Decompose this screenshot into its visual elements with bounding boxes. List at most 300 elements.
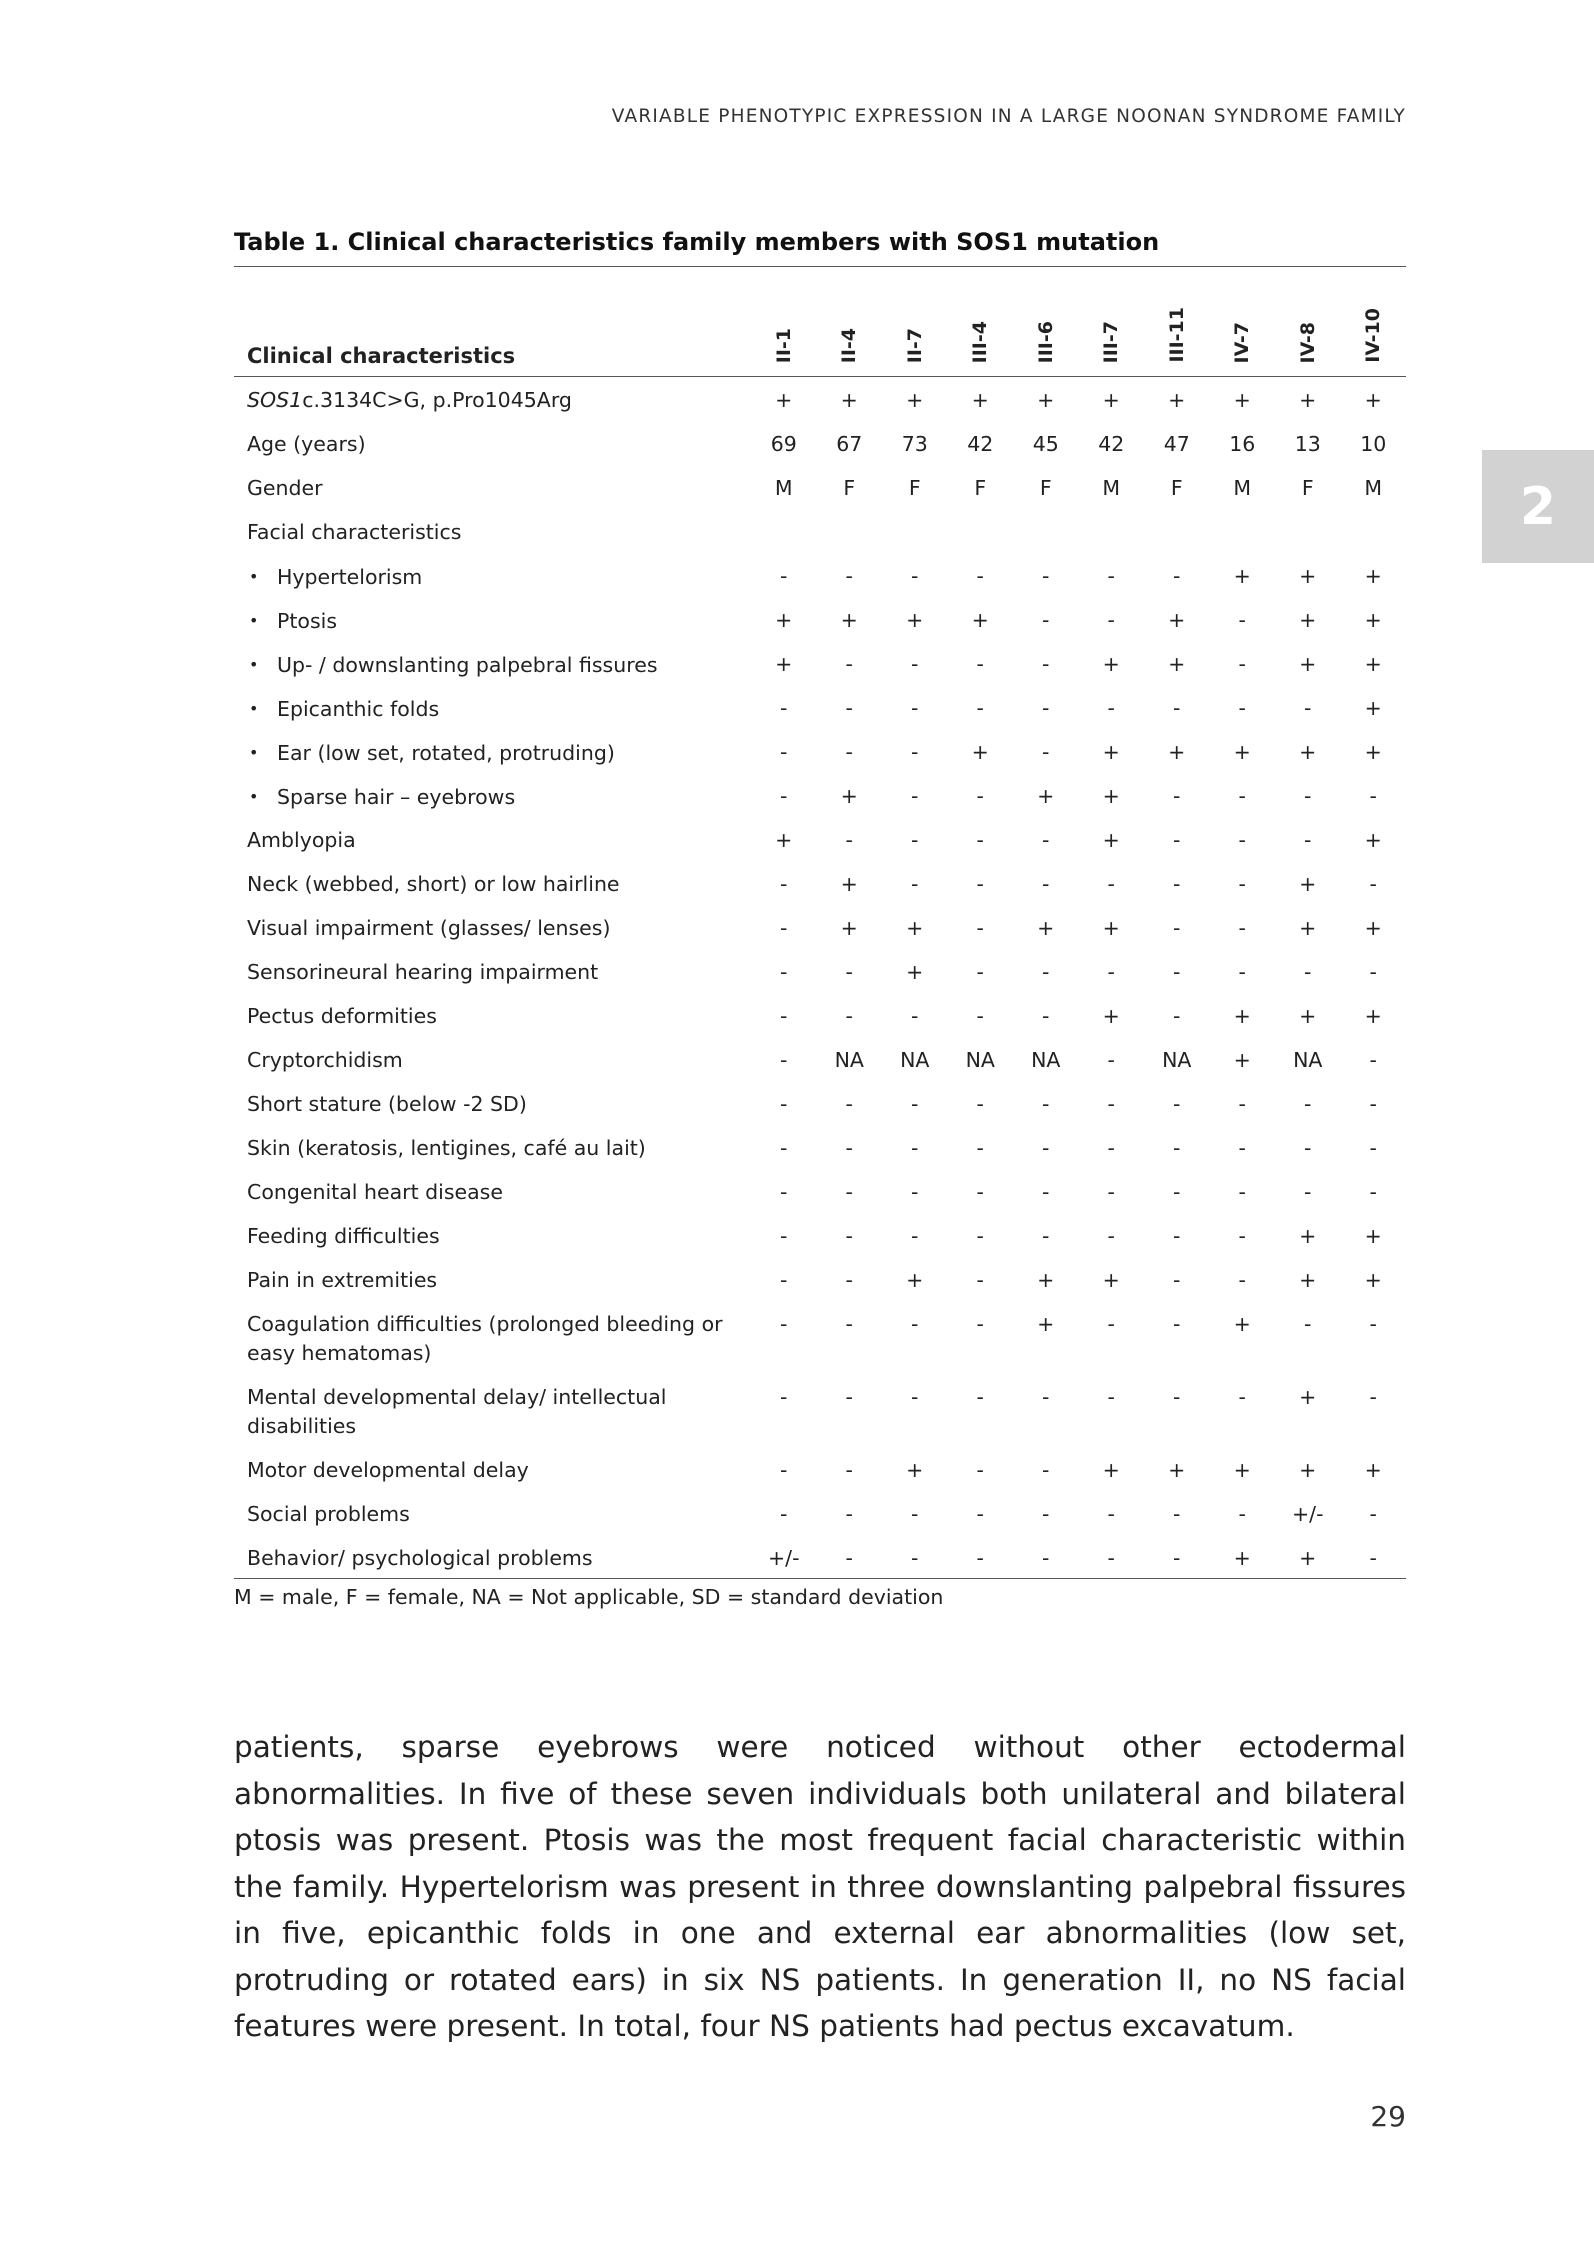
table-cell: M bbox=[1233, 475, 1252, 500]
row-label-text: Sparse hair – eyebrows bbox=[277, 784, 516, 809]
table-row bbox=[234, 729, 1406, 773]
table-cell: - bbox=[1173, 1501, 1181, 1526]
table-cell: - bbox=[780, 1047, 788, 1072]
table-cell: - bbox=[1369, 1047, 1377, 1072]
row-label-text: Social problems bbox=[247, 1501, 410, 1526]
table-cell: - bbox=[1369, 871, 1377, 896]
table-cell: M bbox=[1364, 475, 1383, 500]
table-cell: - bbox=[976, 1384, 984, 1409]
table-cell: - bbox=[911, 827, 919, 852]
table-cell: + bbox=[971, 739, 989, 764]
table-row bbox=[234, 861, 1406, 905]
table-cell: + bbox=[906, 388, 924, 412]
table-cell: 42 bbox=[967, 431, 994, 456]
table-cell: + bbox=[775, 651, 793, 676]
row-label-text: Coagulation difficulties (prolonged bleeding or easy hematomas) bbox=[247, 1311, 723, 1365]
table-cell: F bbox=[1170, 475, 1183, 500]
table-cell: + bbox=[906, 1457, 924, 1482]
table-cell: - bbox=[845, 563, 853, 588]
column-header-label: IV-8 bbox=[1296, 321, 1319, 363]
table-cell: - bbox=[780, 1384, 788, 1409]
table-cell: - bbox=[1107, 1223, 1115, 1248]
row-label-text: Pectus deformities bbox=[247, 1003, 437, 1028]
table-cell: - bbox=[1304, 1091, 1312, 1116]
row-label-text: Cryptorchidism bbox=[247, 1047, 403, 1072]
table-cell: + bbox=[971, 607, 989, 632]
table-cell: - bbox=[1238, 915, 1246, 940]
table-cell: + bbox=[1102, 1457, 1120, 1482]
table-cell: + bbox=[1299, 1457, 1317, 1482]
row-label bbox=[234, 1535, 751, 1579]
table-cell: - bbox=[780, 1501, 788, 1526]
table-cell: - bbox=[1013, 1535, 1079, 1579]
table-row bbox=[234, 1169, 1406, 1213]
table-cell: - bbox=[1107, 1384, 1115, 1409]
bullet-marker: • bbox=[249, 742, 259, 762]
table-cell: - bbox=[1042, 695, 1050, 720]
table-cell: + bbox=[1102, 388, 1120, 412]
table-cell: + bbox=[1364, 563, 1382, 588]
table-cell: - bbox=[1304, 1311, 1312, 1336]
table-cell: - bbox=[1304, 1179, 1312, 1204]
table-cell: - bbox=[780, 739, 788, 764]
row-label-text: Skin (keratosis, lentigines, café au lait) bbox=[247, 1135, 646, 1160]
table-cell: + bbox=[1364, 1457, 1382, 1482]
table-cell: - bbox=[976, 1267, 984, 1292]
table-cell: - bbox=[911, 783, 919, 808]
column-header-label: III-7 bbox=[1100, 320, 1123, 363]
table-cell: - bbox=[911, 1179, 919, 1204]
table-cell: - bbox=[1173, 915, 1181, 940]
row-label-text: Gender bbox=[247, 475, 323, 500]
table-cell: - bbox=[780, 871, 788, 896]
table-cell: + bbox=[1299, 607, 1317, 632]
table-cell: + bbox=[840, 388, 858, 412]
table-cell: + bbox=[906, 1267, 924, 1292]
table-cell: - bbox=[911, 1311, 919, 1336]
table-cell: - bbox=[911, 651, 919, 676]
table-cell: - bbox=[911, 1501, 919, 1526]
row-label bbox=[234, 1169, 751, 1213]
table-row bbox=[234, 905, 1406, 949]
table-cell: - bbox=[948, 1535, 1014, 1579]
table-cell: + bbox=[1364, 388, 1382, 412]
gene-name: SOS1 bbox=[247, 388, 303, 412]
table-cell: - bbox=[1173, 1267, 1181, 1292]
table-cell: - bbox=[845, 1091, 853, 1116]
table-cell: - bbox=[1238, 827, 1246, 852]
row-label bbox=[234, 1125, 751, 1169]
table-cell: + bbox=[1102, 915, 1120, 940]
table-caption: Table 1. Clinical characteristics family members with SOS1 mutation bbox=[234, 228, 1406, 267]
table-cell: + bbox=[775, 827, 793, 852]
table-cell: - bbox=[1107, 1501, 1115, 1526]
table-cell: - bbox=[845, 739, 853, 764]
table-cell: - bbox=[1042, 1223, 1050, 1248]
table-cell: + bbox=[840, 783, 858, 808]
row-label-text: Visual impairment (glasses/ lenses) bbox=[247, 915, 611, 940]
table-cell: - bbox=[1173, 695, 1181, 720]
row-label-text: Sensorineural hearing impairment bbox=[247, 959, 599, 984]
table-cell: - bbox=[1238, 1501, 1246, 1526]
table-cell: - bbox=[976, 783, 984, 808]
table-cell: + bbox=[1299, 1223, 1317, 1248]
table-cell: - bbox=[911, 563, 919, 588]
table-cell: + bbox=[1364, 1267, 1382, 1292]
table-cell: + bbox=[1102, 827, 1120, 852]
table-cell: - bbox=[780, 1003, 788, 1028]
table-cell: - bbox=[1042, 1179, 1050, 1204]
table-cell: + bbox=[1299, 1267, 1317, 1292]
table-cell: - bbox=[1107, 695, 1115, 720]
table-cell: - bbox=[780, 695, 788, 720]
table-cell: - bbox=[845, 827, 853, 852]
table-row bbox=[234, 1447, 1406, 1491]
table-cell: 67 bbox=[836, 431, 863, 456]
table-header-row bbox=[234, 294, 1406, 377]
table-cell: - bbox=[780, 1179, 788, 1204]
table-cell: - bbox=[911, 739, 919, 764]
table-cell: - bbox=[911, 1384, 919, 1409]
table-cell: - bbox=[1238, 1091, 1246, 1116]
table-cell: - bbox=[780, 1457, 788, 1482]
table-cell: - bbox=[780, 915, 788, 940]
column-header-label: IV-10 bbox=[1362, 308, 1385, 363]
row-label bbox=[234, 1301, 751, 1374]
row-label bbox=[234, 1491, 751, 1535]
table-row bbox=[234, 465, 1406, 509]
table-cell: 16 bbox=[1229, 431, 1256, 456]
table-row bbox=[234, 993, 1406, 1037]
column-header-label: II-4 bbox=[838, 327, 861, 363]
table-cell: 47 bbox=[1163, 431, 1190, 456]
table-cell: - bbox=[911, 1003, 919, 1028]
table-cell: - bbox=[976, 1311, 984, 1336]
table-cell: + bbox=[1233, 563, 1251, 588]
row-label-text: Age (years) bbox=[247, 431, 366, 456]
table-cell: 73 bbox=[901, 431, 928, 456]
table-cell: - bbox=[1238, 871, 1246, 896]
table-cell: - bbox=[1107, 1047, 1115, 1072]
table-cell: + bbox=[1364, 607, 1382, 632]
table-cell: - bbox=[1304, 959, 1312, 984]
row-label bbox=[234, 1447, 751, 1491]
body-paragraph-text: patients, sparse eyebrows were noticed without other ectodermal abnormalities. In five of these seven individuals both unilateral and bilateral ptosis was present. Ptosis was the most frequent facial characteristic within the family. Hypertelorism was present in three downslanting palpebral fissures in five, epicanthic folds in one and external ear abnormalities (low set, protruding or rotated ears) in six NS patients. In generation II, no NS facial features were present. In total, four NS patients had pectus excavatum. bbox=[234, 1730, 1406, 2043]
row-label-text: Motor developmental delay bbox=[247, 1457, 529, 1482]
row-label bbox=[234, 949, 751, 993]
table-row bbox=[234, 553, 1406, 597]
table-row bbox=[234, 597, 1406, 641]
table-cell: 42 bbox=[1098, 431, 1125, 456]
row-label bbox=[234, 685, 751, 729]
table-cell: - bbox=[1369, 783, 1377, 808]
column-header-iv-8 bbox=[1275, 294, 1341, 377]
table-cell: M bbox=[774, 475, 793, 500]
row-label bbox=[234, 377, 751, 421]
table-cell: + bbox=[1364, 651, 1382, 676]
table-cell: - bbox=[1042, 1457, 1050, 1482]
table-cell: - bbox=[817, 1535, 883, 1579]
table-cell: - bbox=[845, 1384, 853, 1409]
table-cell: - bbox=[1079, 1535, 1145, 1579]
table-cell: + bbox=[1364, 695, 1382, 720]
table-cell: + bbox=[1299, 739, 1317, 764]
table-cell: + bbox=[1102, 1003, 1120, 1028]
row-label-text: Pain in extremities bbox=[247, 1267, 438, 1292]
table-cell: - bbox=[1042, 651, 1050, 676]
table-row bbox=[234, 1213, 1406, 1257]
table-cell: - bbox=[911, 695, 919, 720]
table-cell: + bbox=[1299, 563, 1317, 588]
table-cell: - bbox=[1238, 1179, 1246, 1204]
table-cell: + bbox=[1037, 915, 1055, 940]
row-label bbox=[234, 1257, 751, 1301]
table-cell: - bbox=[1304, 827, 1312, 852]
table-cell bbox=[1013, 509, 1079, 553]
table-cell: - bbox=[845, 1311, 853, 1336]
table-cell: - bbox=[1107, 563, 1115, 588]
table-cell: + bbox=[906, 959, 924, 984]
row-label bbox=[234, 817, 751, 861]
table-cell: + bbox=[1102, 783, 1120, 808]
body-paragraph bbox=[234, 1724, 1406, 2050]
table-body bbox=[234, 377, 1406, 1579]
table-row bbox=[234, 509, 1406, 553]
table-row bbox=[234, 1301, 1406, 1374]
row-label bbox=[234, 993, 751, 1037]
table-cell: - bbox=[780, 1223, 788, 1248]
table-cell: M bbox=[1102, 475, 1121, 500]
column-header-label: III-4 bbox=[969, 320, 992, 363]
table-cell: - bbox=[1173, 1223, 1181, 1248]
bullet-marker: • bbox=[249, 698, 259, 718]
column-header-label: II-7 bbox=[903, 327, 926, 363]
table-cell: + bbox=[1299, 1003, 1317, 1028]
table-cell: - bbox=[1042, 1501, 1050, 1526]
table-cell: - bbox=[1042, 563, 1050, 588]
table-cell: + bbox=[1364, 1003, 1382, 1028]
table-cell: - bbox=[1042, 1091, 1050, 1116]
table-row bbox=[234, 641, 1406, 685]
row-label-text: Ear (low set, rotated, protruding) bbox=[277, 740, 615, 765]
row-label-text: Mental developmental delay/ intellectual disabilities bbox=[247, 1384, 667, 1438]
table-cell: - bbox=[1369, 959, 1377, 984]
table-cell: NA bbox=[965, 1047, 995, 1072]
table-cell: - bbox=[1173, 1003, 1181, 1028]
table-cell: + bbox=[1233, 1047, 1251, 1072]
page-number: 29 bbox=[1370, 2100, 1406, 2133]
table-cell: - bbox=[1238, 1384, 1246, 1409]
table-cell: + bbox=[1299, 871, 1317, 896]
row-label bbox=[234, 641, 751, 685]
table-cell: F bbox=[843, 475, 856, 500]
table-cell: + bbox=[1037, 1267, 1055, 1292]
table-row bbox=[234, 949, 1406, 993]
row-label bbox=[234, 861, 751, 905]
table-cell: - bbox=[911, 1091, 919, 1116]
row-label bbox=[234, 421, 751, 465]
table-cell: + bbox=[1233, 1003, 1251, 1028]
table-cell: + bbox=[1102, 651, 1120, 676]
table-row bbox=[234, 1491, 1406, 1535]
row-label-text: Congenital heart disease bbox=[247, 1179, 503, 1204]
table-cell: - bbox=[1042, 607, 1050, 632]
table-cell: + bbox=[840, 871, 858, 896]
row-label-text: Up- / downslanting palpebral fissures bbox=[277, 652, 658, 677]
bullet-marker: • bbox=[249, 786, 259, 806]
table-cell: - bbox=[845, 1179, 853, 1204]
bullet-marker: • bbox=[249, 566, 259, 586]
table-cell: - bbox=[1173, 827, 1181, 852]
table-cell: - bbox=[1304, 1135, 1312, 1160]
table-cell: - bbox=[780, 1311, 788, 1336]
table-cell: - bbox=[1238, 1267, 1246, 1292]
table-cell: NA bbox=[1031, 1047, 1061, 1072]
table-row bbox=[234, 685, 1406, 729]
bullet-marker: • bbox=[249, 654, 259, 674]
row-label bbox=[234, 729, 751, 773]
table-cell: - bbox=[1042, 1003, 1050, 1028]
table-cell: - bbox=[1107, 1135, 1115, 1160]
column-header-iii-6 bbox=[1013, 294, 1079, 377]
table-cell bbox=[948, 509, 1014, 553]
table-cell: F bbox=[974, 475, 987, 500]
table-cell: - bbox=[1238, 607, 1246, 632]
row-label bbox=[234, 553, 751, 597]
table-cell: - bbox=[976, 1003, 984, 1028]
row-label bbox=[234, 905, 751, 949]
row-label-text: Ptosis bbox=[277, 608, 337, 633]
table-row bbox=[234, 1535, 1406, 1579]
table-cell: - bbox=[1369, 1135, 1377, 1160]
label-column-header: Clinical characteristics bbox=[234, 294, 751, 377]
row-label-text: Short stature (below -2 SD) bbox=[247, 1091, 527, 1116]
table-cell: + bbox=[840, 915, 858, 940]
table-cell: - bbox=[1173, 783, 1181, 808]
table-cell: + bbox=[1364, 1223, 1382, 1248]
table-row bbox=[234, 1125, 1406, 1169]
table-cell: - bbox=[1173, 1179, 1181, 1204]
table-cell: - bbox=[1042, 1384, 1050, 1409]
column-header-label: IV-7 bbox=[1231, 321, 1254, 363]
table-cell bbox=[1341, 509, 1407, 553]
table-cell: - bbox=[976, 563, 984, 588]
table-cell: + bbox=[1102, 739, 1120, 764]
table-cell: - bbox=[976, 1179, 984, 1204]
table-cell: + bbox=[840, 607, 858, 632]
table-cell: - bbox=[1173, 563, 1181, 588]
table-cell: - bbox=[976, 871, 984, 896]
table-cell: + bbox=[1364, 739, 1382, 764]
table-cell: - bbox=[1369, 1311, 1377, 1336]
table-cell: - bbox=[1107, 1091, 1115, 1116]
table-cell: + bbox=[1275, 1535, 1341, 1579]
table-cell: 10 bbox=[1360, 431, 1387, 456]
row-label-text: Epicanthic folds bbox=[277, 696, 440, 721]
table-cell: + bbox=[1364, 915, 1382, 940]
column-header-iii-7 bbox=[1079, 294, 1145, 377]
table-cell bbox=[882, 509, 948, 553]
table-cell: - bbox=[1173, 1311, 1181, 1336]
table-row bbox=[234, 1037, 1406, 1081]
table-cell: - bbox=[1369, 1501, 1377, 1526]
table-cell: 13 bbox=[1294, 431, 1321, 456]
row-label bbox=[234, 465, 751, 509]
table-cell: - bbox=[845, 959, 853, 984]
table-cell: - bbox=[1042, 871, 1050, 896]
table-cell: - bbox=[845, 651, 853, 676]
table-cell: NA bbox=[1293, 1047, 1323, 1072]
table-cell: - bbox=[976, 1091, 984, 1116]
row-label-text: Amblyopia bbox=[247, 827, 356, 852]
table-cell: - bbox=[780, 1267, 788, 1292]
row-label bbox=[234, 1081, 751, 1125]
row-label-text: Facial characteristics bbox=[247, 519, 462, 544]
table-cell: + bbox=[1168, 1457, 1186, 1482]
row-label bbox=[234, 773, 751, 817]
table-cell: + bbox=[1037, 388, 1055, 412]
table-cell: - bbox=[1107, 1179, 1115, 1204]
table-cell: + bbox=[1299, 651, 1317, 676]
table-footnote: M = male, F = female, NA = Not applicable, SD = standard deviation bbox=[234, 1585, 944, 1609]
table-cell: - bbox=[845, 1003, 853, 1028]
row-label bbox=[234, 597, 751, 641]
table-cell: - bbox=[1238, 1135, 1246, 1160]
table-row bbox=[234, 377, 1406, 421]
table-cell: - bbox=[1173, 871, 1181, 896]
table-cell: F bbox=[1039, 475, 1052, 500]
column-header-label: II-1 bbox=[772, 327, 795, 363]
column-header-iv-10 bbox=[1341, 294, 1407, 377]
row-label bbox=[234, 1374, 751, 1447]
table-cell: - bbox=[1341, 1535, 1407, 1579]
table-cell: - bbox=[1107, 871, 1115, 896]
table-cell: - bbox=[1238, 651, 1246, 676]
column-header-iv-7 bbox=[1210, 294, 1276, 377]
table-cell: - bbox=[1369, 1384, 1377, 1409]
table-cell: - bbox=[976, 1501, 984, 1526]
row-label bbox=[234, 1037, 751, 1081]
table-cell: - bbox=[780, 783, 788, 808]
table-cell: - bbox=[780, 1091, 788, 1116]
table-cell: - bbox=[1042, 1135, 1050, 1160]
table-cell: - bbox=[1173, 959, 1181, 984]
row-label bbox=[234, 1213, 751, 1257]
table-cell: - bbox=[1238, 783, 1246, 808]
table-cell: + bbox=[1168, 388, 1186, 412]
table-cell bbox=[1275, 509, 1341, 553]
table-cell bbox=[817, 509, 883, 553]
table-cell bbox=[1210, 509, 1276, 553]
table-cell: +/- bbox=[1292, 1501, 1324, 1526]
table-cell: - bbox=[1042, 739, 1050, 764]
table-cell: - bbox=[976, 1457, 984, 1482]
table-cell: + bbox=[1233, 739, 1251, 764]
table-cell: 69 bbox=[770, 431, 797, 456]
row-label-text: Neck (webbed, short) or low hairline bbox=[247, 871, 620, 896]
column-header-ii-1 bbox=[751, 294, 817, 377]
table-cell: - bbox=[976, 651, 984, 676]
table-cell: NA bbox=[1162, 1047, 1192, 1072]
table-cell: - bbox=[1369, 1091, 1377, 1116]
clinical-characteristics-table bbox=[234, 294, 1406, 1579]
table-cell: + bbox=[1299, 1384, 1317, 1409]
chapter-tab: 2 bbox=[1482, 450, 1594, 563]
table-cell: + bbox=[1168, 651, 1186, 676]
table-cell: - bbox=[780, 959, 788, 984]
table-cell: - bbox=[976, 1135, 984, 1160]
table-cell: - bbox=[1238, 695, 1246, 720]
